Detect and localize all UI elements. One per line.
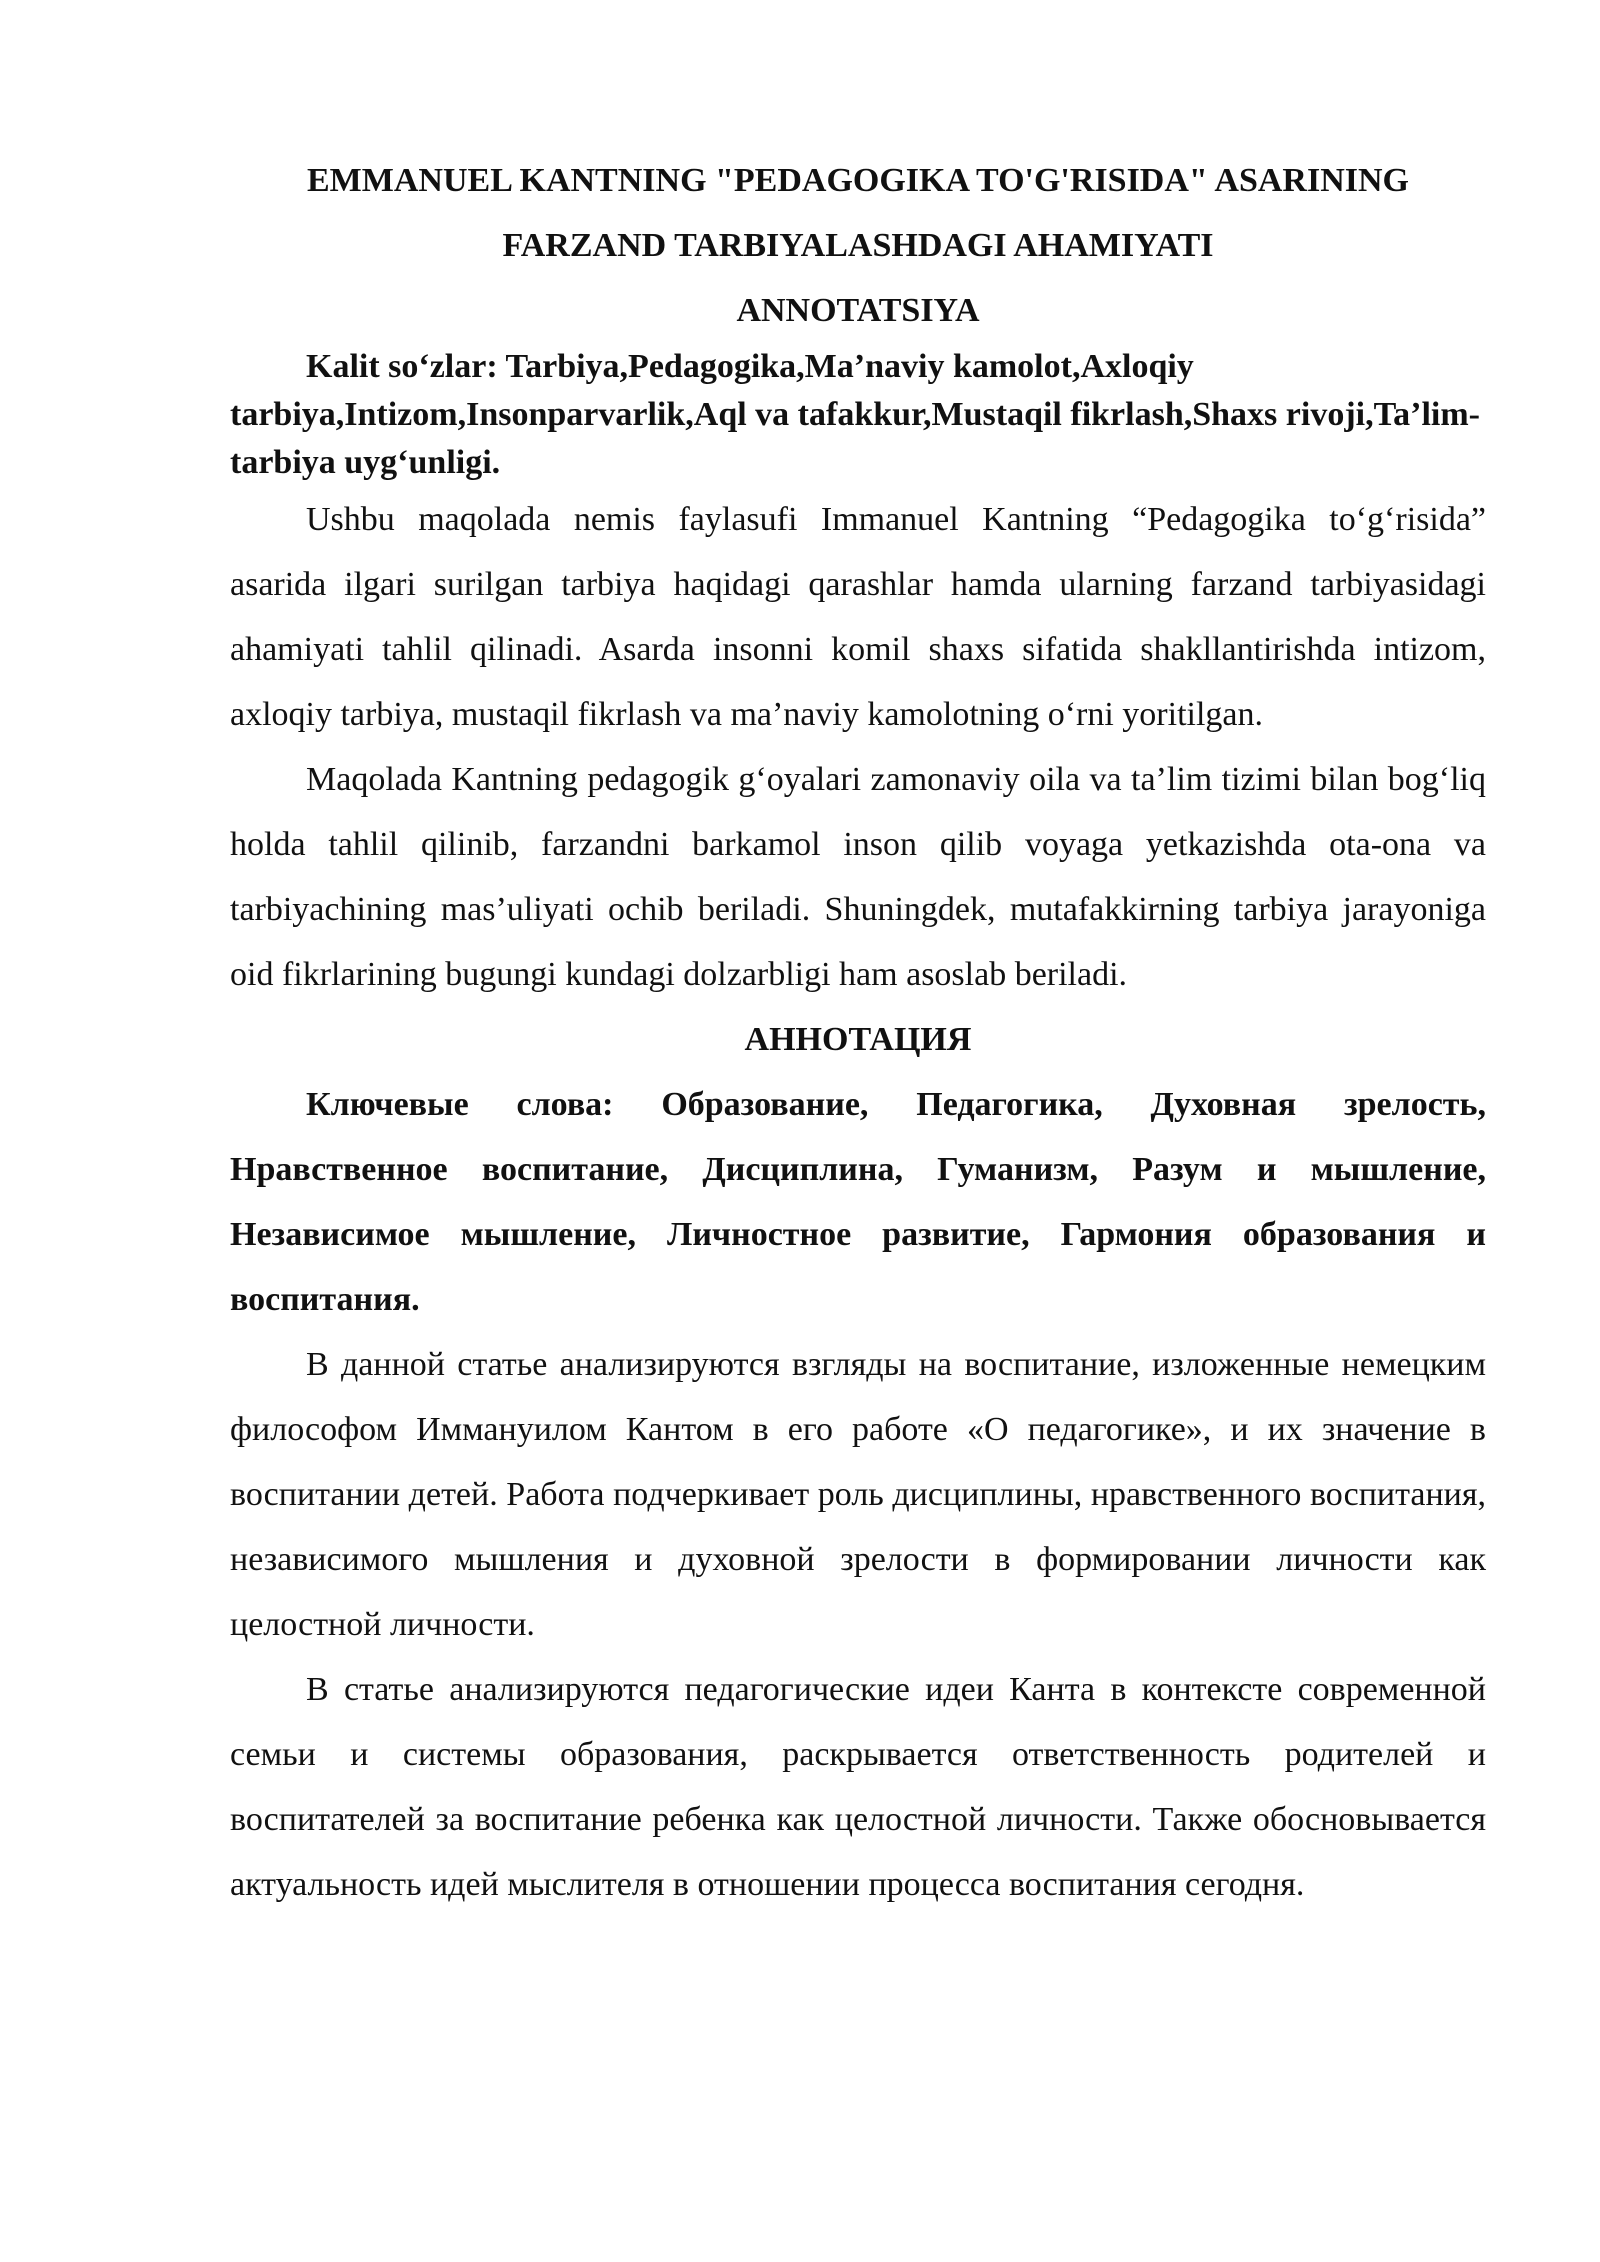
annotation-uz-section xyxy=(230,278,1486,1007)
annotation-uz-paragraph-2: Maqolada Kantning pedagogik g‘oyalari zamonaviy oila va ta’lim tizimi bilan bog‘liq holda tahlil qilinib, farzandni barkamol inson qilib voyaga yetkazishda ota-ona va tarbiyachining mas’uliyati ochib beriladi. Shuningdek, mutafakkirning tarbiya jarayoniga oid fikrlarining bugungi kundagi dolzarbligi ham asoslab beriladi. xyxy=(230,761,1486,993)
annotation-uz-paragraph-1: Ushbu maqolada nemis faylasufi Immanuel Kantning “Pedagogika to‘g‘risida” asarida ilgari surilgan tarbiya haqidagi qarashlar hamda ularning farzand tarbiyasidagi ahamiyati tahlil qilinadi. Asarda insonni komil shaxs sifatida shakllantirishda intizom, axloqiy tarbiya, mustaqil fikrlash va ma’naviy kamolotning o‘rni yoritilgan. xyxy=(230,501,1486,733)
document-page xyxy=(230,148,1486,1917)
title-block xyxy=(190,148,1526,278)
document-title-line-1: EMMANUEL KANTNING "PEDAGOGIKA TO'G'RISIDA" ASARINING xyxy=(307,162,1409,199)
annotation-uz-heading: ANNOTATSIYA xyxy=(736,292,980,329)
document-title-line-2: FARZAND TARBIYALASHDAGI AHAMIYATI xyxy=(502,227,1214,264)
annotation-ru-paragraph-2: В статье анализируются педагогические идеи Канта в контексте современной семьи и системы образования, раскрывается ответственность родителей и воспитателей за воспитание ребенка как целостной личности. Также обосновывается актуальность идей мыслителя в отношении процесса воспитания сегодня. xyxy=(230,1671,1486,1903)
annotation-ru-section xyxy=(230,1007,1486,1917)
annotation-uz-keywords: Kalit so‘zlar: Tarbiya,Pedagogika,Ma’naviy kamolot,Axloqiy tarbiya,Intizom,Insonparvarlik,Aql va tafakkur,Mustaqil fikrlash,Shaxs rivoji,Ta’lim-tarbiya uyg‘unligi. xyxy=(230,348,1480,481)
annotation-ru-keywords: Ключевые слова: Образование, Педагогика, Духовная зрелость, Нравственное воспитание, Дисциплина, Гуманизм, Разум и мышление, Независимое мышление, Личностное развитие, Гармония образования и воспитания. xyxy=(230,1086,1486,1318)
annotation-ru-heading: АННОТАЦИЯ xyxy=(744,1021,972,1058)
annotation-ru-paragraph-1: В данной статье анализируются взгляды на воспитание, изложенные немецким философом Иммануилом Кантом в его работе «О педагогике», и их значение в воспитании детей. Работа подчеркивает роль дисциплины, нравственного воспитания, независимого мышления и духовной зрелости в формировании личности как целостной личности. xyxy=(230,1346,1486,1643)
